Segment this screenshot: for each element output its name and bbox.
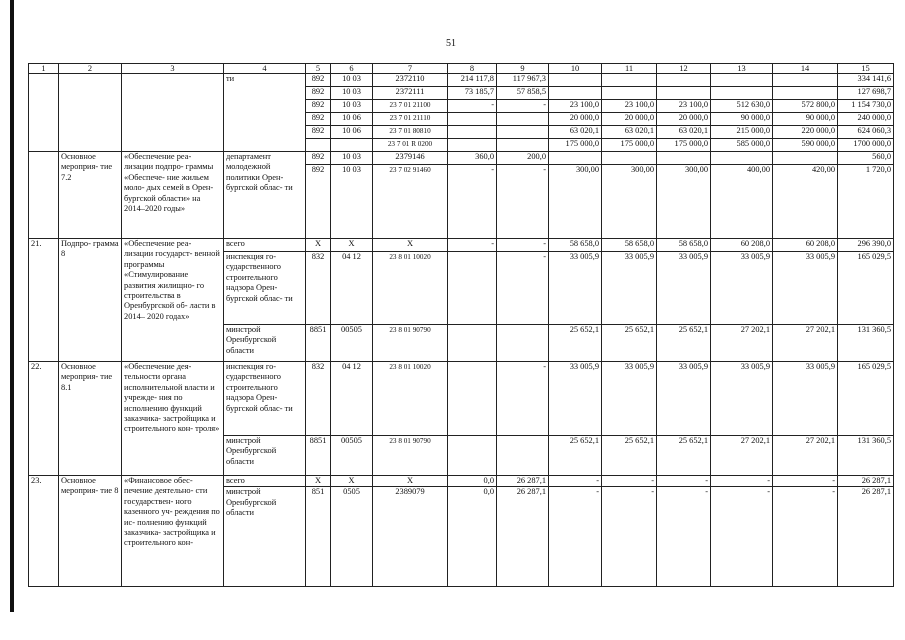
table-cell (497, 126, 549, 139)
row-number: 23. (29, 476, 59, 587)
executor-cell: инспекция го- сударственного строительного надзора Орен- бургской облас- ти (224, 252, 306, 325)
table-cell (657, 152, 711, 165)
table-cell: 590 000,0 (773, 139, 838, 152)
executor-cell: минстрой Оренбургской области (224, 487, 306, 587)
table-cell: 63 020,1 (657, 126, 711, 139)
table-cell: 20 000,0 (602, 113, 657, 126)
table-cell: 560,0 (838, 152, 894, 165)
table-cell (657, 87, 711, 100)
table-cell: - (657, 487, 711, 587)
table-cell: 10 03 (331, 152, 373, 165)
table-cell: 892 (306, 126, 331, 139)
table-cell: 2372111 (373, 87, 448, 100)
table-cell: 26 287,1 (497, 476, 549, 487)
header-cell: 2 (59, 64, 122, 74)
row-title: Основное мероприя- тие 8 (59, 476, 122, 587)
table-cell: 892 (306, 100, 331, 113)
table-cell (773, 152, 838, 165)
table-cell: - (602, 487, 657, 587)
table-cell: 892 (306, 165, 331, 239)
table-cell: 624 060,3 (838, 126, 894, 139)
table-cell: X (373, 239, 448, 252)
table-cell (711, 74, 773, 87)
header-cell: 5 (306, 64, 331, 74)
row-description: «Обеспечение реа- лизации государст- венной программы «Стимулирование развития жилищно- го строительства в Оренбургской об- ласти в 2014– 2020 годах» (122, 239, 224, 362)
table-cell: 400,00 (711, 165, 773, 239)
table-cell: 240 000,0 (838, 113, 894, 126)
table-cell: 2389079 (373, 487, 448, 587)
table-cell: 214 117,8 (448, 74, 497, 87)
table-cell: 33 005,9 (711, 362, 773, 436)
table-cell: X (373, 476, 448, 487)
table-cell: 23 7 01 R 0200 (373, 139, 448, 152)
table-row (29, 362, 894, 436)
table-cell (29, 152, 59, 239)
header-row (29, 64, 894, 74)
table-cell: 512 630,0 (711, 100, 773, 113)
table-cell: 420,00 (773, 165, 838, 239)
table-cell: 23 7 02 91460 (373, 165, 448, 239)
table-cell: 10 03 (331, 87, 373, 100)
table-cell: 2372110 (373, 74, 448, 87)
table-cell: 165 029,5 (838, 362, 894, 436)
table-cell (549, 87, 602, 100)
table-cell: 27 202,1 (773, 436, 838, 476)
table-cell: 892 (306, 74, 331, 87)
table-cell: 26 287,1 (838, 476, 894, 487)
table-cell: ти (224, 74, 306, 152)
table-row (29, 152, 894, 165)
table-cell: 58 658,0 (602, 239, 657, 252)
table-cell: 892 (306, 87, 331, 100)
header-cell: 1 (29, 64, 59, 74)
table-cell: 60 208,0 (711, 239, 773, 252)
table-cell: 832 (306, 252, 331, 325)
executor-cell: минстрой Оренбургской области (224, 436, 306, 476)
table-cell (602, 87, 657, 100)
table-cell: 73 185,7 (448, 87, 497, 100)
table-cell (448, 325, 497, 362)
table-cell: 0505 (331, 487, 373, 587)
table-cell: 23 8 01 90790 (373, 325, 448, 362)
table-cell: 26 287,1 (497, 487, 549, 587)
table-cell: 585 000,0 (711, 139, 773, 152)
row-number: 21. (29, 239, 59, 362)
header-cell: 4 (224, 64, 306, 74)
table-cell: 8851 (306, 436, 331, 476)
table-cell: 10 06 (331, 113, 373, 126)
table-cell: 33 005,9 (549, 252, 602, 325)
table-cell: 58 658,0 (549, 239, 602, 252)
scan-edge-bar (10, 0, 14, 612)
executor-cell: инспекция го- сударственного строительного надзора Орен- бургской облас- ти (224, 362, 306, 436)
table-cell (549, 74, 602, 87)
table-cell: 117 967,3 (497, 74, 549, 87)
table-cell: 63 020,1 (549, 126, 602, 139)
table-row (29, 74, 894, 87)
table-row (29, 476, 894, 487)
table-cell: 23 7 01 21110 (373, 113, 448, 126)
table-cell: 1 720,0 (838, 165, 894, 239)
header-cell: 11 (602, 64, 657, 74)
table-cell: 2379146 (373, 152, 448, 165)
header-cell: 13 (711, 64, 773, 74)
table-cell: - (448, 100, 497, 113)
table-cell: X (331, 239, 373, 252)
table-cell: 27 202,1 (711, 325, 773, 362)
page-number: 51 (446, 38, 456, 49)
table-cell: 25 652,1 (549, 325, 602, 362)
table-cell (448, 113, 497, 126)
table-cell (497, 139, 549, 152)
table-cell: 10 06 (331, 126, 373, 139)
row-description: «Обеспечение дея- тельности органа исполнительной власти и учрежде- ния по исполнению функций заказчика- застройщика и строительного кон- троля» (122, 362, 224, 476)
table-cell: 00505 (331, 325, 373, 362)
header-cell: 15 (838, 64, 894, 74)
header-cell: 14 (773, 64, 838, 74)
table-cell: - (549, 487, 602, 587)
table-cell: - (448, 239, 497, 252)
table-cell: 23 8 01 90790 (373, 436, 448, 476)
table-cell: 0,0 (448, 487, 497, 587)
table-cell: 334 141,6 (838, 74, 894, 87)
table-cell: 892 (306, 152, 331, 165)
table-cell: 300,00 (602, 165, 657, 239)
header-cell: 8 (448, 64, 497, 74)
table-cell: 27 202,1 (773, 325, 838, 362)
table-cell: 90 000,0 (711, 113, 773, 126)
table-cell (497, 325, 549, 362)
row-title: Подпро- грамма 8 (59, 239, 122, 362)
table-cell (497, 113, 549, 126)
header-cell: 3 (122, 64, 224, 74)
table-cell (59, 74, 122, 152)
table-cell: 175 000,0 (549, 139, 602, 152)
table-cell: 220 000,0 (773, 126, 838, 139)
table-cell: - (711, 487, 773, 587)
table-cell (331, 139, 373, 152)
table-cell: X (306, 239, 331, 252)
row-description: «Финансовое обес- печение деятельно- сти государствен- ного казенного уч- реждения по ис- полнению функций заказчика- застройщика и строительного кон- (122, 476, 224, 587)
table-cell: 23 8 01 10020 (373, 362, 448, 436)
table-cell: 892 (306, 113, 331, 126)
executor-cell: департамент молодежной политики Орен- бургской облас- ти (224, 152, 306, 239)
table-cell: 23 7 01 21100 (373, 100, 448, 113)
table-cell: 23 100,0 (549, 100, 602, 113)
table-cell: 33 005,9 (657, 252, 711, 325)
header-cell: 6 (331, 64, 373, 74)
table-cell (122, 74, 224, 152)
table-cell: 20 000,0 (549, 113, 602, 126)
table-cell: 25 652,1 (657, 325, 711, 362)
table-cell (602, 152, 657, 165)
table-cell: 33 005,9 (602, 362, 657, 436)
table-cell (448, 139, 497, 152)
row-title: Основное мероприя- тие 7.2 (59, 152, 122, 239)
table-cell: 25 652,1 (602, 325, 657, 362)
table-cell (773, 87, 838, 100)
table-cell (448, 436, 497, 476)
row-title: Основное мероприя- тие 8.1 (59, 362, 122, 476)
budget-table (28, 63, 894, 587)
table-cell (711, 87, 773, 100)
table-cell: 23 100,0 (657, 100, 711, 113)
table-row (29, 239, 894, 252)
table-cell: 20 000,0 (657, 113, 711, 126)
table-cell (448, 126, 497, 139)
table-cell: 58 658,0 (657, 239, 711, 252)
table-cell: - (497, 165, 549, 239)
table-cell (29, 74, 59, 152)
executor-cell: минстрой Оренбургской области (224, 325, 306, 362)
table-cell: - (549, 476, 602, 487)
table-cell: 25 652,1 (549, 436, 602, 476)
table-cell: - (657, 476, 711, 487)
table-cell: X (306, 476, 331, 487)
table-cell: 10 03 (331, 165, 373, 239)
header-cell: 7 (373, 64, 448, 74)
table-cell: 90 000,0 (773, 113, 838, 126)
table-cell (773, 74, 838, 87)
table-cell: 1700 000,0 (838, 139, 894, 152)
table-cell (657, 74, 711, 87)
table-cell: 851 (306, 487, 331, 587)
table-cell: 04 12 (331, 362, 373, 436)
table-cell: - (448, 165, 497, 239)
table-cell: 10 03 (331, 100, 373, 113)
table-cell (602, 74, 657, 87)
table-cell: 25 652,1 (602, 436, 657, 476)
table-cell: - (773, 487, 838, 587)
table-cell: 23 8 01 10020 (373, 252, 448, 325)
table-cell: 60 208,0 (773, 239, 838, 252)
table-cell: 300,00 (549, 165, 602, 239)
table-cell: 1 154 730,0 (838, 100, 894, 113)
table-cell: 25 652,1 (657, 436, 711, 476)
table-cell (448, 362, 497, 436)
table-cell: 127 698,7 (838, 87, 894, 100)
table-cell: 360,0 (448, 152, 497, 165)
table-cell: - (602, 476, 657, 487)
table-cell (711, 152, 773, 165)
table-cell: 26 287,1 (838, 487, 894, 587)
table-cell: 57 858,5 (497, 87, 549, 100)
table-cell: 131 360,5 (838, 325, 894, 362)
table-cell: 175 000,0 (602, 139, 657, 152)
table-cell: 33 005,9 (711, 252, 773, 325)
table-cell: 33 005,9 (773, 362, 838, 436)
table-cell: 165 029,5 (838, 252, 894, 325)
table-cell: - (711, 476, 773, 487)
table-cell: 572 800,0 (773, 100, 838, 113)
table-cell: 00505 (331, 436, 373, 476)
table-cell: 33 005,9 (549, 362, 602, 436)
table-cell: 175 000,0 (657, 139, 711, 152)
table-cell: 23 100,0 (602, 100, 657, 113)
table-cell (448, 252, 497, 325)
table-cell: 296 390,0 (838, 239, 894, 252)
table-cell: 10 03 (331, 74, 373, 87)
table-cell: 832 (306, 362, 331, 436)
table-cell: 200,0 (497, 152, 549, 165)
header-cell: 12 (657, 64, 711, 74)
table-cell: - (497, 100, 549, 113)
table-cell: 63 020,1 (602, 126, 657, 139)
executor-cell: всего (224, 476, 306, 487)
table-cell (306, 139, 331, 152)
table-cell: 27 202,1 (711, 436, 773, 476)
table-cell: - (773, 476, 838, 487)
table-cell: 04 12 (331, 252, 373, 325)
executor-cell: всего (224, 239, 306, 252)
table-cell: - (497, 239, 549, 252)
table-cell (497, 436, 549, 476)
row-number: 22. (29, 362, 59, 476)
table-cell: 8851 (306, 325, 331, 362)
table-cell: - (497, 362, 549, 436)
table-cell: - (497, 252, 549, 325)
table-cell: X (331, 476, 373, 487)
table-cell: 23 7 01 80810 (373, 126, 448, 139)
table-cell: 131 360,5 (838, 436, 894, 476)
table-cell: 33 005,9 (773, 252, 838, 325)
row-description: «Обеспечение реа- лизации подпро- граммы «Обеспече- ние жильем моло- дых семей в Орен- бургской области» на 2014–2020 годы» (122, 152, 224, 239)
table-cell: 33 005,9 (602, 252, 657, 325)
table-cell (549, 152, 602, 165)
table-cell: 215 000,0 (711, 126, 773, 139)
table-cell: 300,00 (657, 165, 711, 239)
header-cell: 9 (497, 64, 549, 74)
table-cell: 0,0 (448, 476, 497, 487)
table-cell: 33 005,9 (657, 362, 711, 436)
header-cell: 10 (549, 64, 602, 74)
